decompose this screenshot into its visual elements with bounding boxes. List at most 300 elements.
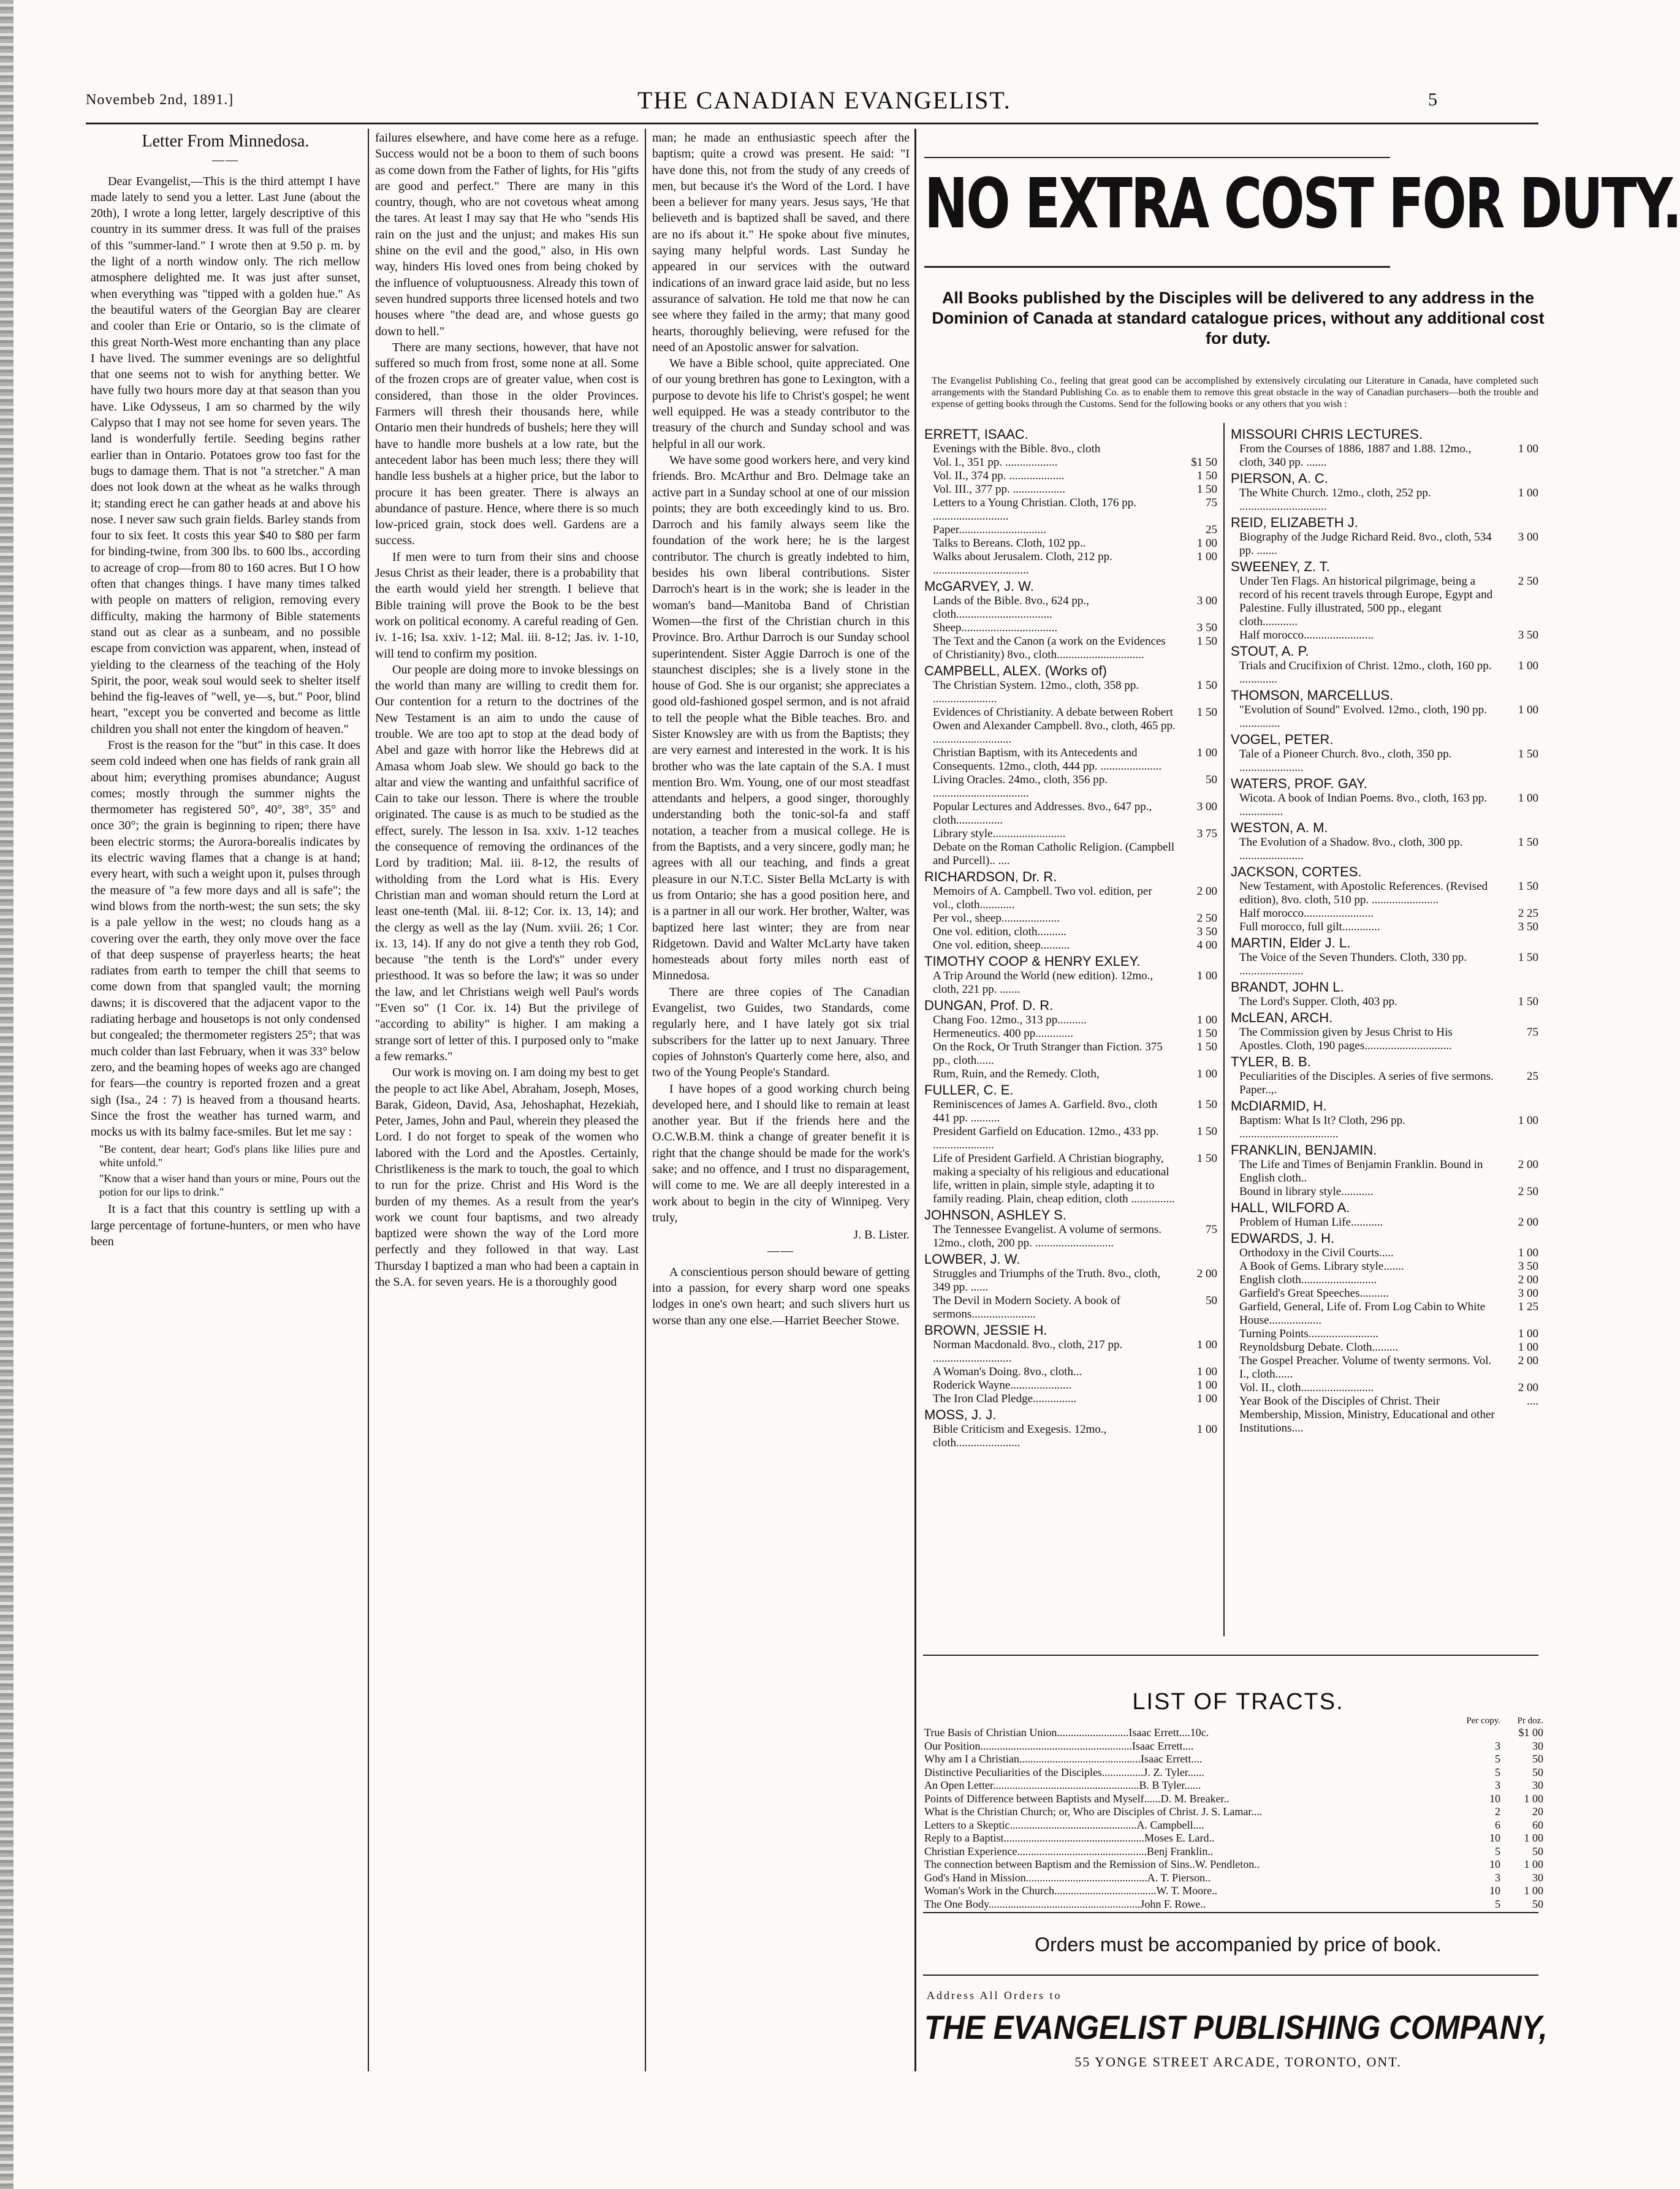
tract-row xyxy=(924,1819,1543,1832)
book-title: Struggles and Triumphs of the Truth. 8vo., cloth, 349 pp. ...... xyxy=(933,1267,1161,1294)
catalog-author: WATERS, PROF. GAY. xyxy=(1231,776,1367,791)
book-title: One vol. edition, cloth.......... xyxy=(933,925,1066,938)
book-title: Talks to Bereans. Cloth, 102 pp.. xyxy=(933,537,1086,550)
tract-title: Letters to a Skeptic..............................................A. Campbell.... xyxy=(924,1818,1204,1831)
catalog-book-entry xyxy=(924,841,1217,868)
book-title: Sheep................................. xyxy=(933,621,1058,634)
catalog-book-entry xyxy=(924,1338,1217,1365)
tract-row xyxy=(924,1766,1543,1780)
book-price: 2 00 xyxy=(1196,1267,1217,1280)
book-title: Letters to a Young Christian. Cloth, 176 pp. .......................... xyxy=(933,496,1136,523)
book-price: 1 00 xyxy=(1518,659,1538,672)
tract-price-per-dozen: 1 00 xyxy=(1524,1858,1543,1870)
book-title: A Woman's Doing. 8vo., cloth... xyxy=(933,1365,1082,1378)
book-title: The Text and the Canon (a work on the Evidences of Christianity) 8vo., cloth.............................. xyxy=(933,635,1166,661)
book-title: Bound in library style........... xyxy=(1239,1185,1374,1198)
catalog-book-entry xyxy=(924,1041,1217,1068)
catalog-book-entry xyxy=(924,969,1217,996)
catalog-book-entry xyxy=(1231,659,1538,686)
catalog-book-entry xyxy=(924,523,1217,537)
catalog-book-entry xyxy=(1231,1216,1538,1229)
catalog-book-entry xyxy=(924,912,1217,925)
article-paragraph: It is a fact that this country is settling up with a large percentage of fortune-hunters, or men who have been xyxy=(91,1202,360,1248)
catalog-bottom-rule xyxy=(923,1655,1538,1656)
book-title: English cloth.......................... xyxy=(1239,1273,1377,1286)
book-title: Half morocco........................ xyxy=(1239,907,1374,920)
book-price: 2 00 xyxy=(1518,1354,1538,1367)
tracts-bottom-rule xyxy=(923,1912,1538,1913)
ad-subheading: All Books published by the Disciples will be delivered to any address in the Dominion of Canada at standard catalogue prices, without any additional cost for duty. xyxy=(932,289,1545,347)
book-price: 3 00 xyxy=(1196,800,1217,813)
book-title: Norman Macdonald. 8vo., cloth, 217 pp. ........................... xyxy=(933,1338,1123,1365)
ad-headline: NO EXTRA COST FOR DUTY. xyxy=(924,157,1390,268)
book-price: 3 00 xyxy=(1518,531,1538,544)
book-title: Christian Baptism, with its Antecedents and Consequents. 12mo., cloth, 444 pp. ..................... xyxy=(933,746,1162,773)
book-title: Walks about Jerusalem. Cloth, 212 pp. ................................. xyxy=(933,550,1112,577)
catalog-book-entry xyxy=(924,885,1217,912)
tracts-header-row xyxy=(924,1716,1543,1726)
book-price: 3 50 xyxy=(1518,629,1538,642)
catalog-book-entry xyxy=(1231,575,1538,629)
book-title: From the Courses of 1886, 1887 and 1.88. 12mo., cloth, 340 pp. ....... xyxy=(1239,442,1472,469)
tract-price-per-dozen: 20 xyxy=(1532,1805,1543,1818)
book-price: 75 xyxy=(1527,1026,1538,1039)
book-title: Hermeneutics. 400 pp............. xyxy=(933,1027,1074,1040)
book-title: Bible Criticism and Exegesis. 12mo., cloth...................... xyxy=(933,1423,1107,1449)
catalog-book-entry xyxy=(924,456,1217,469)
catalog-book-entry xyxy=(1231,1381,1538,1395)
catalog-book-entry xyxy=(1231,1114,1538,1141)
book-title: Vol. I., 351 pp. .................. xyxy=(933,456,1058,469)
book-price: 50 xyxy=(1206,773,1217,786)
catalog-book-entry xyxy=(924,925,1217,939)
book-price: 1 50 xyxy=(1196,469,1217,482)
book-title: Garfield, General, Life of. From Log Cabin to White House.................. xyxy=(1239,1300,1486,1327)
book-title: Popular Lectures and Addresses. 8vo., 647 pp., cloth................ xyxy=(933,800,1152,827)
book-title: Evenings with the Bible. 8vo., cloth xyxy=(933,442,1101,455)
tract-price-per-copy: 5 xyxy=(1495,1845,1500,1857)
catalog-author: FULLER, C. E. xyxy=(924,1082,1014,1098)
book-title: The Tennessee Evangelist. A volume of sermons. 12mo., cloth, 200 pp. ........................... xyxy=(933,1223,1161,1250)
tract-price-per-copy: 10 xyxy=(1489,1832,1500,1844)
book-title: Roderick Wayne..................... xyxy=(933,1379,1072,1392)
tract-price-per-dozen: 1 00 xyxy=(1524,1884,1543,1897)
tract-row xyxy=(924,1872,1543,1885)
catalog-author: STOUT, A. P. xyxy=(1231,643,1309,659)
catalog-author: MARTIN, Elder J. L. xyxy=(1231,935,1351,950)
filler-dash: —— xyxy=(767,1244,794,1258)
catalog-book-entry xyxy=(1231,1246,1538,1260)
catalog-author: WESTON, A. M. xyxy=(1231,820,1328,835)
tracts-list xyxy=(924,1716,1543,1911)
tract-title: God's Hand in Mission............................................A. T. Pierson.. xyxy=(924,1871,1211,1884)
book-price: 1 50 xyxy=(1518,748,1538,761)
book-price: 3 50 xyxy=(1196,621,1217,634)
book-price: 1 00 xyxy=(1196,550,1217,563)
catalog-book-entry xyxy=(1231,531,1538,558)
catalog-book-entry xyxy=(924,773,1217,800)
per-copy-header: Per copy. xyxy=(1466,1716,1500,1726)
tract-price-per-dozen: 60 xyxy=(1532,1818,1543,1831)
book-price: 1 00 xyxy=(1518,792,1538,805)
article-paragraph: There are many sections, however, that have not suffered so much from frost, some none at all. Some of the frozen crops are of greater value, when cost is considered, than those in the older Provinces. Farmers will thresh their thousands here, while Ontario men their hundreds of bushels; here they will have to handle more bushels at a low rate, but the antecedent labor has been much less; there they will handle less bushels at a higher price, but the labor to procure it has been greater. There is always an abundance of pasture. Hence, where there is so much low-priced grain, stock does well. Gardens are a success. xyxy=(375,340,639,548)
book-title: Problem of Human Life........... xyxy=(1239,1216,1383,1229)
article-paragraph: If men were to turn from their sins and choose Jesus Christ as their leader, there is a probability that the earth would yield her strength. I believe that Bible training will prove the Book to be the best work on political economy. A careful reading of Gen. iv. 1-16; Isa. xxiv. 1-12; Mal. iii. 8-12; Jas. iv. 1-10, will tend to confirm my position. xyxy=(375,550,639,661)
tract-price-per-copy: 3 xyxy=(1495,1871,1500,1884)
catalog-book-entry xyxy=(1231,704,1538,730)
catalog-column-rule xyxy=(1223,423,1225,1636)
book-price: 2 00 xyxy=(1518,1381,1538,1394)
catalog-author: ERRETT, ISAAC. xyxy=(924,427,1028,442)
tract-price-per-copy: 3 xyxy=(1495,1739,1500,1752)
catalog-book-entry xyxy=(924,621,1217,635)
book-price: 1 00 xyxy=(1518,442,1538,455)
book-price: 1 50 xyxy=(1196,1152,1217,1165)
tract-price-per-copy: 2 xyxy=(1495,1805,1500,1818)
tract-price-per-copy: 10 xyxy=(1489,1884,1500,1897)
tract-row xyxy=(924,1832,1543,1845)
book-price: 1 50 xyxy=(1196,679,1217,692)
book-price: 2 50 xyxy=(1196,912,1217,925)
catalog-book-entry xyxy=(1231,1273,1538,1287)
book-price: 1 25 xyxy=(1518,1300,1538,1313)
catalog-book-entry xyxy=(1231,1327,1538,1341)
book-price xyxy=(1176,442,1217,456)
catalog-author: DUNGAN, Prof. D. R. xyxy=(924,998,1054,1013)
catalog-book-entry xyxy=(1231,1300,1538,1327)
catalog-author: LOWBER, J. W. xyxy=(924,1251,1021,1267)
tract-price-per-dozen: $1 00 xyxy=(1518,1726,1543,1739)
catalog-book-entry xyxy=(1231,1341,1538,1354)
catalog-author: THOMSON, MARCELLUS. xyxy=(1231,688,1394,703)
tract-price-per-dozen: 30 xyxy=(1532,1779,1543,1791)
book-title: Full morocco, full gilt............. xyxy=(1239,920,1380,933)
catalog-author: BRANDT, JOHN L. xyxy=(1231,979,1344,995)
book-title: President Garfield on Education. 12mo., 433 pp. ..................... xyxy=(933,1125,1159,1151)
catalog-book-entry xyxy=(1231,1070,1538,1097)
article-paragraph: Frost is the reason for the "but" in this case. It does seem cold indeed when one has fields of rank grain all about him; everything promises abundance; August comes; mostly through the summer nights the thermometer has registered 50°, 40°, 38°, 35° and once 30°; the grain is beginning to ripen; there have been electric storms; the Aurora-borealis indicates by its electric waving flames that a change is at hand; every heart, with such a weight upon it, pulses through the measure of "a few more days and all is safe"; the wind blows from the north-west; the sun sets; the sky is a pale yellow in the west; no clouds hang as a covering over the earth, they only move over the face of that deep suspense of prayerless hearts; the heat radiates from earth to temper the chill that seems to come down from that spangled vault; the morning dawns; it is discovered that the adjacent vapor to the radiating herbage and housetops is not only condensed but congealed; the thermometer registers 25°; that was much colder than last February, when it was 33° below zero, and the beaming hopes of weeks ago are changed for fears—the country is reported frozen and a great sigh (Isa., 24 : 7) is heaved from a thousand hearts. Since the frost the weather has turned warm, and mocks us with its balmy face-smiles. But let me say : xyxy=(91,738,360,1139)
catalog-book-entry xyxy=(1231,995,1538,1009)
book-price: 1 00 xyxy=(1518,1341,1538,1354)
book-price: 25 xyxy=(1527,1070,1538,1083)
header-rule xyxy=(86,123,1538,124)
masthead-title: THE CANADIAN EVANGELIST. xyxy=(637,86,1011,114)
book-price: 1 00 xyxy=(1518,1114,1538,1127)
book-title: The Lord's Supper. Cloth, 403 pp. xyxy=(1239,995,1397,1008)
article-column-3 xyxy=(652,130,910,2073)
catalog-book-entry xyxy=(924,1392,1217,1406)
book-title: The Iron Clad Pledge............... xyxy=(933,1392,1077,1405)
catalog-author: MISSOURI CHRIS LECTURES. xyxy=(1231,427,1423,442)
issue-date: Novembeb 2nd, 1891.] xyxy=(86,92,234,108)
book-price: 1 00 xyxy=(1518,1246,1538,1259)
book-title: Life of President Garfield. A Christian biography, making a specialty of his religious and educational life, written in plain, simple style, adapting it to family reading. Plain, cheap edition, cloth ............... xyxy=(933,1152,1175,1205)
catalog-book-entry xyxy=(1231,1158,1538,1185)
book-price: 25 xyxy=(1206,523,1217,536)
book-title: Wicota. A book of Indian Poems. 8vo., cloth, 163 pp. ............... xyxy=(1239,792,1488,818)
article-paragraph: We have a Bible school, quite appreciated. One of our young brethren has gone to Lexington, with a purpose to devote his life to Christ's gospel; he went well equipped. He was a steady contributor to the treasury of the church and Sunday school and was helpful in all our work. xyxy=(652,357,910,451)
book-title: Biography of the Judge Richard Reid. 8vo., cloth, 534 pp. ....... xyxy=(1239,531,1492,557)
catalog-book-entry xyxy=(1231,1287,1538,1300)
tract-price-per-copy: 6 xyxy=(1495,1818,1500,1831)
catalog-author: McDIARMID, H. xyxy=(1231,1098,1327,1113)
book-title: Paper.............................. xyxy=(933,523,1046,536)
catalog-book-entry xyxy=(1231,920,1538,934)
tract-price-per-dozen: 30 xyxy=(1532,1739,1543,1752)
book-price: 1 50 xyxy=(1196,1125,1217,1138)
book-title: Half morocco........................ xyxy=(1239,629,1374,642)
article-column-2 xyxy=(375,130,639,2073)
book-price: 1 50 xyxy=(1196,1098,1217,1111)
catalog-book-entry xyxy=(924,1365,1217,1379)
catalog-book-entry xyxy=(1231,880,1538,907)
book-price: 1 50 xyxy=(1518,951,1538,964)
book-price: 2 00 xyxy=(1518,1273,1538,1286)
book-price: 1 00 xyxy=(1196,746,1217,759)
book-title: Year Book of the Disciples of Christ. Their Membership, Mission, Ministry, Educational and other Institutions.... xyxy=(1239,1395,1495,1435)
poem-quote: "Be content, dear heart; God's plans like lilies pure and white unfold." xyxy=(99,1143,360,1169)
catalog-book-entry xyxy=(924,1423,1217,1450)
catalog-author: SWEENEY, Z. T. xyxy=(1231,559,1330,574)
book-price: 3 50 xyxy=(1518,920,1538,933)
tract-row xyxy=(924,1898,1543,1911)
title-dash: —— xyxy=(212,153,239,167)
book-price: $1 50 xyxy=(1191,456,1217,469)
book-price: 3 50 xyxy=(1196,925,1217,938)
book-price: 4 00 xyxy=(1196,939,1217,952)
catalog-book-entry xyxy=(1231,1354,1538,1381)
orders-rule xyxy=(923,1975,1538,1976)
book-price xyxy=(1176,841,1217,868)
catalog-book-entry xyxy=(924,1267,1217,1294)
filler-quote: A conscientious person should beware of getting into a passion, for every sharp word one speaks lodges in one's own heart; and such slivers hurt us worse than any one else.—Harriet Beecher Stowe. xyxy=(652,1265,910,1327)
book-title: Turning Points........................ xyxy=(1239,1327,1378,1340)
ad-note: The Evangelist Publishing Co., feeling that great good can be accomplished by extensively circulating our Literature in Canada, have completed such arrangements with the Standard Publishing Co. as to enable them to remove this great obstacle in the way of Canadian purchasers—both the trouble and expense of getting books through the Customs. Send for the following books or any others that you wish : xyxy=(932,376,1538,409)
tract-title: Points of Difference between Baptists and Myself......D. M. Breaker.. xyxy=(924,1792,1230,1805)
catalog-book-entry xyxy=(1231,748,1538,775)
book-title: Reynoldsburg Debate. Cloth......... xyxy=(1239,1341,1399,1354)
tract-title: What is the Christian Church; or, Who are Disciples of Christ. J. S. Lamar.... xyxy=(924,1805,1263,1818)
book-price: 1 50 xyxy=(1196,483,1217,496)
book-title: The Devil in Modern Society. A book of sermons...................... xyxy=(933,1294,1120,1321)
page-number: 5 xyxy=(1428,89,1437,110)
company-name: THE EVANGELIST PUBLISHING COMPANY, xyxy=(924,2008,1548,2046)
catalog-author: PIERSON, A. C. xyxy=(1231,471,1328,486)
catalog-author: REID, ELIZABETH J. xyxy=(1231,515,1358,530)
catalog-author: TYLER, B. B. xyxy=(1231,1054,1311,1069)
catalog-book-entry xyxy=(924,635,1217,662)
catalog-book-entry xyxy=(924,469,1217,483)
book-price: 75 xyxy=(1206,496,1217,509)
company-street-address: 55 YONGE STREET ARCADE, TORONTO, ONT. xyxy=(1074,2054,1402,2069)
book-title: A Book of Gems. Library style....... xyxy=(1239,1260,1404,1273)
catalog-book-entry xyxy=(1231,907,1538,920)
book-title: Orthodoxy in the Civil Courts..... xyxy=(1239,1246,1394,1259)
book-price: 1 00 xyxy=(1196,1014,1217,1026)
book-price: 75 xyxy=(1206,1223,1217,1236)
catalog-book-entry xyxy=(924,537,1217,550)
book-title: A Trip Around the World (new edition). 12mo., cloth, 221 pp. ....... xyxy=(933,969,1154,996)
tract-title: Reply to a Baptist...................................................Moses E. Lard.. xyxy=(924,1832,1215,1844)
tract-row xyxy=(924,1753,1543,1766)
catalog-book-entry xyxy=(924,483,1217,496)
book-price: 1 00 xyxy=(1196,1338,1217,1351)
column-rule xyxy=(368,129,369,2071)
book-price: 1 50 xyxy=(1196,706,1217,719)
catalog-author: MOSS, J. J. xyxy=(924,1407,997,1422)
book-price: 2 00 xyxy=(1518,1216,1538,1229)
book-title: Vol. III., 377 pp. .................. xyxy=(933,483,1066,496)
catalog-left-column xyxy=(924,425,1217,1651)
tract-row xyxy=(924,1779,1543,1793)
book-price: 50 xyxy=(1206,1294,1217,1307)
article-paragraph: failures elsewhere, and have come here as a refuge. Success would not be a boon to them of such boons as come down from the Father of lights, for His "gifts are good and perfect." There are many in this country, though, who are not covetous wheat among the tares. At least I may say that He who "sends His rain on the just and the unjust; and makes His sun shine on the evil and the good," also, in His own way, hinders His loved ones from being choked by the influence of voluptuousness. Already this town of seven hundred supports three licensed hotels and two houses where "the dead are, and whose guests go down to hell." xyxy=(375,131,639,338)
tract-price-per-dozen: 1 00 xyxy=(1524,1792,1543,1805)
article-signature: J. B. Lister. xyxy=(853,1228,910,1242)
book-title: The Commission given by Jesus Christ to His Apostles. Cloth, 190 pages.............................. xyxy=(1239,1026,1453,1052)
article-paragraph: There are three copies of The Canadian Evangelist, two Guides, two Standards, come regularly here, and I have lately got six trial subscribers for the latter up to next January. Three copies of Johnston's Quarterly come here, also, and two of the Young People's Standard. xyxy=(652,985,910,1080)
article-paragraph: I have hopes of a good working church being developed here, and I should like to remain at least another year. But if the friends here and the O.C.W.B.M. think a change of greater benefit it is right that the change should be made for the work's sake; and no offence, and I trust no disparagement, will come to me. We are all deeply interested in a work about to begin in the city of Winnipeg. Very truly, xyxy=(652,1082,910,1224)
catalog-book-entry xyxy=(924,1152,1217,1206)
book-title: Garfield's Great Speeches.......... xyxy=(1239,1287,1389,1300)
article-title: Letter From Minnedosa. xyxy=(142,132,310,151)
catalog-book-entry xyxy=(924,679,1217,706)
book-title: Chang Foo. 12mo., 313 pp.......... xyxy=(933,1014,1087,1026)
book-price: 2 00 xyxy=(1196,885,1217,898)
book-title: The Life and Times of Benjamin Franklin. Bound in English cloth.. xyxy=(1239,1158,1483,1185)
tract-title: The connection between Baptism and the Remission of Sins..W. Pendleton.. xyxy=(924,1858,1260,1870)
book-title: Rum, Ruin, and the Remedy. Cloth, xyxy=(933,1068,1100,1080)
book-title: Evidences of Christianity. A debate between Robert Owen and Alexander Campbell. 8vo., cloth, 465 pp. ........................... xyxy=(933,706,1176,746)
catalog-book-entry xyxy=(1231,442,1538,469)
catalog-book-entry xyxy=(924,1014,1217,1027)
catalog-author: TIMOTHY COOP & HENRY EXLEY. xyxy=(924,954,1141,969)
book-price: 2 25 xyxy=(1518,907,1538,920)
tract-row xyxy=(924,1740,1543,1753)
book-title: Memoirs of A. Campbell. Two vol. edition, per vol., cloth............ xyxy=(933,885,1152,911)
tract-price-per-copy xyxy=(1458,1726,1500,1740)
tract-price-per-copy: 10 xyxy=(1489,1858,1500,1870)
catalog-book-entry xyxy=(1231,1395,1538,1435)
catalog-book-entry xyxy=(1231,836,1538,863)
catalog-book-entry xyxy=(1231,629,1538,642)
catalog-book-entry xyxy=(1231,951,1538,978)
book-price: 3 75 xyxy=(1196,827,1217,840)
book-price: 2 50 xyxy=(1518,1185,1538,1198)
tract-title: Christian Experience...............................................Benj Franklin.. xyxy=(924,1845,1214,1857)
tract-price-per-copy: 3 xyxy=(1495,1779,1500,1791)
catalog-author: JOHNSON, ASHLEY S. xyxy=(924,1207,1066,1223)
catalog-book-entry xyxy=(924,496,1217,523)
book-price: 1 00 xyxy=(1518,704,1538,716)
book-price: 1 50 xyxy=(1518,995,1538,1008)
tract-price-per-copy: 10 xyxy=(1489,1792,1500,1805)
catalog-book-entry xyxy=(924,1098,1217,1125)
tract-title: Our Position.......................................................Isaac Errett.... xyxy=(924,1739,1194,1752)
catalog-book-entry xyxy=(1231,1026,1538,1053)
catalog-book-entry xyxy=(924,1027,1217,1041)
book-title: The Evolution of a Shadow. 8vo., cloth, 300 pp. ...................... xyxy=(1239,836,1463,862)
catalog-book-entry xyxy=(924,1068,1217,1081)
book-title: New Testament, with Apostolic References. (Revised edition), 8vo. cloth, 510 pp. ....................... xyxy=(1239,880,1488,906)
article-paragraph: Dear Evangelist,—This is the third attempt I have made lately to send you a letter. Last June (about the 20th), I wrote a long letter, largely descriptive of this country in its summer dress. It was full of the praises of this "summer-land." I wrote then at 9.50 p. m. by the light of a north window only. The rich mellow atmosphere delighted me. It was just after sunset, when everything was "tipped with a golden hue." As the beautiful waters of the Georgian Bay are clearer and cooler than Erie or Ontario, so is the climate of this great North-West more enchanting than any place I have lived. The summer evenings are so delightful that one seems not to wish for anything better. We have fully two hours more day at that season than you have. Like Odysseus, I am so charmed by the wily Calypso that I may not see home for seven years. The land is wonderfully fertile. Seeding begins rather earlier than in Ontario. Potatoes grow too fast for the bugs to damage them. That is not "a stretcher." A man does not look down at the wheat as he walks through it; standing erect he can gather heads at and above his nose. I never saw such grain fields. Barley stands from four to six feet. It costs this year $40 to $80 per farm for binding-twine, from 300 lbs. to 600 lbs., according to acreage of crop—from 80 to 160 acres. But I O how often that changes things. I have many times talked with people on matters of religion, removing every difficulty, making the harmony of Bible statements stand out as clear as a sunbeam, and no possible escape from conviction was apparent, when, instead of yielding to the clearness of the teaching of the Holy Spirit, the poor, weak soul would seek to shelter itself behind the fig-leaves of "well, ye—s, but." Poor, blind heart, "except you be converted and become as little children you shall not enter the kingdom of heaven." xyxy=(91,174,360,736)
book-price: 3 00 xyxy=(1196,594,1217,607)
tract-row xyxy=(924,1884,1543,1898)
tract-title: The One Body.......................................................John F. Rowe.. xyxy=(924,1897,1206,1910)
book-title: The White Church. 12mo., cloth, 252 pp. .............................. xyxy=(1239,487,1431,513)
book-title: Living Oracles. 24mo., cloth, 356 pp. ................................. xyxy=(933,773,1108,800)
catalog-author: EDWARDS, J. H. xyxy=(1231,1231,1335,1246)
book-title: Tale of a Pioneer Church. 8vo., cloth, 350 pp. ...................... xyxy=(1239,748,1452,774)
page-binding-edge xyxy=(0,0,13,2189)
catalog-author: CAMPBELL, ALEX. (Works of) xyxy=(924,663,1107,678)
tract-price-per-copy: 5 xyxy=(1495,1766,1500,1778)
book-title: Vol. II., 374 pp. ................... xyxy=(933,469,1065,482)
catalog-right-column xyxy=(1231,425,1538,1651)
tract-row xyxy=(924,1805,1543,1819)
catalog-author: FRANKLIN, BENJAMIN. xyxy=(1231,1142,1377,1158)
catalog-author: HALL, WILFORD A. xyxy=(1231,1200,1350,1215)
book-title: The Voice of the Seven Thunders. Cloth, 330 pp. ...................... xyxy=(1239,951,1467,977)
book-price: 1 00 xyxy=(1196,1365,1217,1378)
catalog-book-entry xyxy=(1231,1185,1538,1199)
catalog-author: JACKSON, CORTES. xyxy=(1231,864,1362,879)
book-price: 1 00 xyxy=(1196,537,1217,550)
catalog-author: McLEAN, ARCH. xyxy=(1231,1010,1333,1025)
tract-price-per-dozen: 50 xyxy=(1532,1766,1543,1778)
catalog-book-entry xyxy=(924,442,1217,456)
tract-row xyxy=(924,1858,1543,1872)
catalog-book-entry xyxy=(1231,1260,1538,1273)
book-price: .... xyxy=(1527,1395,1538,1408)
book-price: 3 00 xyxy=(1518,1287,1538,1300)
catalog-book-entry xyxy=(924,827,1217,841)
tract-row xyxy=(924,1726,1543,1740)
book-price: 1 00 xyxy=(1196,1392,1217,1405)
catalog-book-entry xyxy=(1231,487,1538,514)
book-title: The Gospel Preacher. Volume of twenty sermons. Vol. I., cloth...... xyxy=(1239,1354,1492,1381)
book-title: Baptism: What Is It? Cloth, 296 pp. .................................. xyxy=(1239,1114,1405,1140)
tract-title: Woman's Work in the Church.....................................W. T. Moore.. xyxy=(924,1884,1218,1897)
catalog-book-entry xyxy=(924,800,1217,827)
book-title: On the Rock, Or Truth Stranger than Fiction. 375 pp., cloth...... xyxy=(933,1041,1163,1067)
book-price: 1 00 xyxy=(1196,1423,1217,1436)
book-title: One vol. edition, sheep.......... xyxy=(933,939,1070,952)
book-price: 1 50 xyxy=(1196,635,1217,648)
book-price: 1 00 xyxy=(1196,1068,1217,1080)
per-dozen-header: Pr doz. xyxy=(1517,1716,1543,1726)
article-paragraph: Our people are doing more to invoke blessings on the world than many are willing to credit them for. Our contention for a return to the doctrines of the New Testament is an aim to undo the cause of trouble. We are too apt to stop at the dead body of Abel and gaze with horror like the Hebrews did at Amasa whom Joab slew. We should go back to the altar and view the wanting and unfaithful sacrifice of Cain to take our lesson. There is where the trouble originated. The cause is as much to be studied as the effect, surely. The lesson in Isa. xxiv. 1-12 teaches the consequence of removing the ordinances of the Lord by tradition; Mal. iii. 8-12, the results of witholding from the Lord what is His. Every Christian man and woman should return the Lord at least one-tenth (Mal. iii. 8-12; Cor. ix. 13, 14); and the clergy as well as the lay (Num. xviii. 26; 1 Cor. ix. 13, 14). If any do not give a tenth they rob God, because "the tenth is the Lord's" under every priesthood. It was so before the law; it was so under the law, and let Christians weigh well Paul's words "Even so" (1 Cor. ix. 14) But the privilege of "according to ability" is higher. I am making a strange sort of letter of this. I purposed only to "make a few remarks." xyxy=(375,662,639,1063)
book-title: Trials and Crucifixion of Christ. 12mo., cloth, 160 pp. ............. xyxy=(1239,659,1492,686)
catalog-book-entry xyxy=(924,706,1217,746)
tract-title: Distinctive Peculiarities of the Disciples...............J. Z. Tyler...... xyxy=(924,1766,1204,1778)
book-title: "Evolution of Sound" Evolved. 12mo., cloth, 190 pp. .............. xyxy=(1239,704,1487,730)
book-price: 2 50 xyxy=(1518,575,1538,588)
address-line: Address All Orders to xyxy=(927,1989,1062,2001)
article-paragraph: Our work is moving on. I am doing my best to get the people to act like Abel, Abraham, Joseph, Moses, Barak, Gideon, David, Asa, Jehoshaphat, Hezekiah, Peter, James, John and Paul, wherein they pleased the Lord. I do not forget to speak of the women who labored with the Lord and the Apostles. Certainly, Christlikeness is the mark to touch, the goal to which to run for the prize. Christ and His Word is the burden of my themes. As a result from the year's work we count four baptisms, and two already baptized were shown the way of the Lord more perfectly and they followed in that way. Last Thursday I baptized a man who had been a captain in the S.A. for seven years. He is a thoroughly good xyxy=(375,1066,639,1289)
book-title: Lands of the Bible. 8vo., 624 pp., cloth................................. xyxy=(933,594,1089,621)
book-title: The Christian System. 12mo., cloth, 358 pp. ...................... xyxy=(933,679,1139,705)
book-title: Library style......................... xyxy=(933,827,1066,840)
tract-title: An Open Letter.....................................................B. B Tyler...... xyxy=(924,1779,1201,1791)
catalog-book-entry xyxy=(924,1294,1217,1321)
tract-price-per-dozen: 50 xyxy=(1532,1897,1543,1910)
tract-price-per-dozen: 50 xyxy=(1532,1753,1543,1765)
tract-price-per-dozen: 50 xyxy=(1532,1845,1543,1857)
article-column-1 xyxy=(91,130,360,2073)
book-price: 1 00 xyxy=(1518,1327,1538,1340)
catalog-book-entry xyxy=(924,1223,1217,1250)
